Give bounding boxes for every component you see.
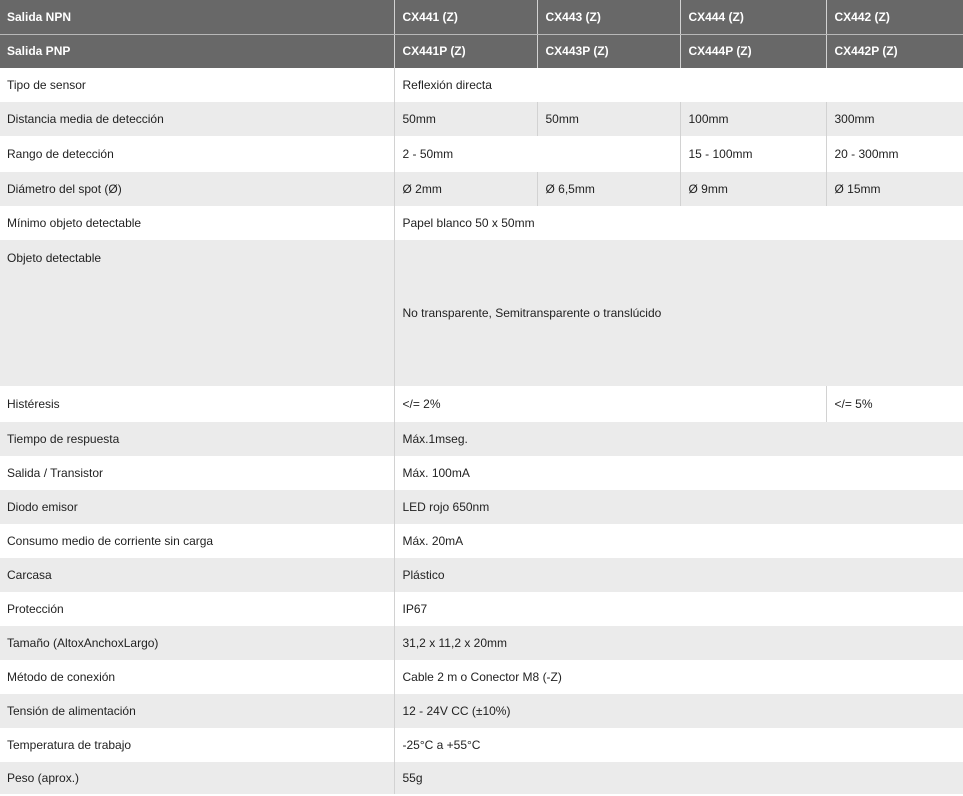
- row-value: Máx. 20mA: [394, 524, 963, 558]
- table-row: [0, 626, 963, 660]
- row-value: Ø 2mm: [394, 172, 537, 206]
- row-label: Diodo emisor: [0, 490, 394, 524]
- model-npn-3: CX444 (Z): [680, 0, 826, 34]
- row-value: 2 - 50mm: [394, 136, 680, 172]
- row-label: Distancia media de detección: [0, 102, 394, 136]
- row-label: Tamaño (AltoxAnchoxLargo): [0, 626, 394, 660]
- row-label: Rango de detección: [0, 136, 394, 172]
- row-value: Plástico: [394, 558, 963, 592]
- table-row: [0, 694, 963, 728]
- table-row: [0, 592, 963, 626]
- model-npn-4: CX442 (Z): [826, 0, 963, 34]
- model-pnp-1: CX441P (Z): [394, 34, 537, 68]
- table-row: [0, 422, 963, 456]
- header-row-pnp: [0, 34, 963, 68]
- model-pnp-3: CX444P (Z): [680, 34, 826, 68]
- row-value: Máx. 100mA: [394, 456, 963, 490]
- row-value: 50mm: [537, 102, 680, 136]
- row-label: Protección: [0, 592, 394, 626]
- row-value: 100mm: [680, 102, 826, 136]
- row-value: Ø 15mm: [826, 172, 963, 206]
- table-row: [0, 660, 963, 694]
- row-value: 31,2 x 11,2 x 20mm: [394, 626, 963, 660]
- row-label: Objeto detectable: [0, 240, 394, 386]
- row-value: 300mm: [826, 102, 963, 136]
- row-label: Consumo medio de corriente sin carga: [0, 524, 394, 558]
- table-row: [0, 136, 963, 172]
- row-label: Método de conexión: [0, 660, 394, 694]
- row-value: 55g: [394, 762, 963, 794]
- row-value: Reflexión directa: [394, 68, 963, 102]
- row-label: Temperatura de trabajo: [0, 728, 394, 762]
- row-label: Salida / Transistor: [0, 456, 394, 490]
- table-row: [0, 524, 963, 558]
- table-row: [0, 728, 963, 762]
- model-npn-2: CX443 (Z): [537, 0, 680, 34]
- row-label: Mínimo objeto detectable: [0, 206, 394, 240]
- row-value: </= 5%: [826, 386, 963, 422]
- table-row: [0, 172, 963, 206]
- header-row-npn: [0, 0, 963, 34]
- row-value: IP67: [394, 592, 963, 626]
- header-label-npn: Salida NPN: [0, 0, 394, 34]
- row-value: 12 - 24V CC (±10%): [394, 694, 963, 728]
- model-pnp-2: CX443P (Z): [537, 34, 680, 68]
- table-row: [0, 762, 963, 794]
- row-value: Ø 9mm: [680, 172, 826, 206]
- row-value: -25°C a +55°C: [394, 728, 963, 762]
- row-value: </= 2%: [394, 386, 826, 422]
- table-row: [0, 102, 963, 136]
- row-label: Tipo de sensor: [0, 68, 394, 102]
- row-value: Papel blanco 50 x 50mm: [394, 206, 963, 240]
- row-label: Tiempo de respuesta: [0, 422, 394, 456]
- row-value: 15 - 100mm: [680, 136, 826, 172]
- row-label: Carcasa: [0, 558, 394, 592]
- table-row: [0, 386, 963, 422]
- row-value: Cable 2 m o Conector M8 (-Z): [394, 660, 963, 694]
- row-label: Diámetro del spot (Ø): [0, 172, 394, 206]
- model-pnp-4: CX442P (Z): [826, 34, 963, 68]
- row-label: Histéresis: [0, 386, 394, 422]
- row-value: Máx.1mseg.: [394, 422, 963, 456]
- table-row: [0, 490, 963, 524]
- table-row: [0, 558, 963, 592]
- table-row: [0, 240, 963, 386]
- row-label: Tensión de alimentación: [0, 694, 394, 728]
- row-label: Peso (aprox.): [0, 762, 394, 794]
- model-npn-1: CX441 (Z): [394, 0, 537, 34]
- row-value: 50mm: [394, 102, 537, 136]
- row-value: Ø 6,5mm: [537, 172, 680, 206]
- table-row: [0, 206, 963, 240]
- row-value: LED rojo 650nm: [394, 490, 963, 524]
- table-row: [0, 456, 963, 490]
- table-row: [0, 68, 963, 102]
- row-value: No transparente, Semitransparente o translúcido: [394, 240, 963, 386]
- header-label-pnp: Salida PNP: [0, 34, 394, 68]
- row-value: 20 - 300mm: [826, 136, 963, 172]
